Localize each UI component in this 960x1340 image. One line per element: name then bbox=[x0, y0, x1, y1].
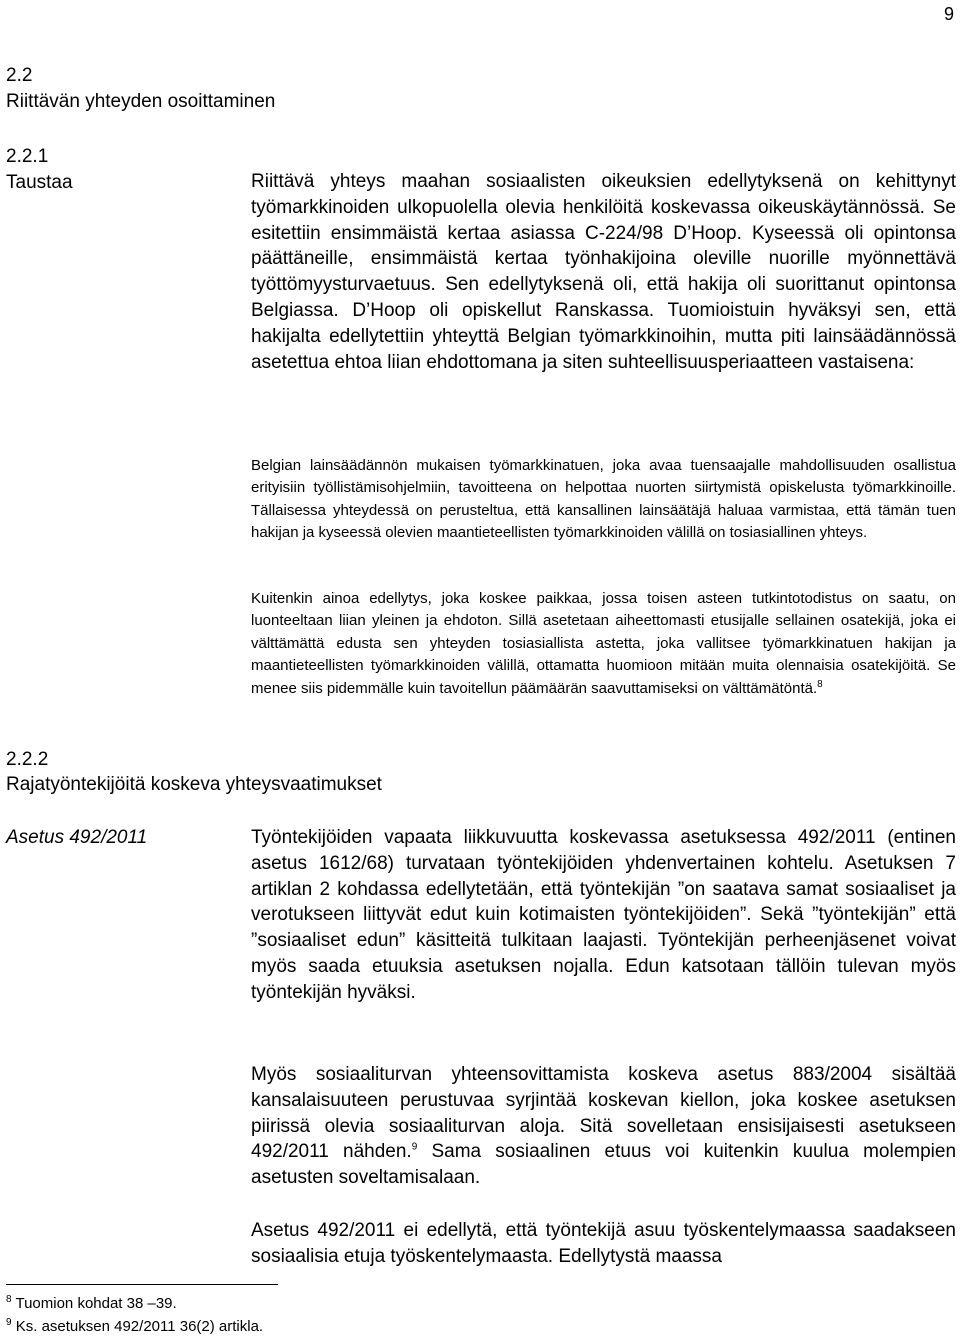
footnote-8-number: 8 bbox=[6, 1294, 12, 1305]
asetus-paragraph-3-text: Asetus 492/2011 ei edellytä, että työntekijä asuu työskentelymaassa saadakseen sosiaalisia etuja työskentelymaasta. Edellytystä maassa bbox=[251, 1220, 956, 1267]
taustaa-paragraph bbox=[251, 169, 956, 375]
asetus-paragraph-2b-text: Sama sosiaalinen etuus voi kuitenkin kuulua molempien asetusten soveltamisalaan. bbox=[251, 1141, 957, 1189]
asetus-paragraph-3 bbox=[251, 1218, 956, 1270]
section-2-2-2-title: Rajatyöntekijöitä koskeva yhteysvaatimukset bbox=[6, 774, 382, 795]
side-label-taustaa: Taustaa bbox=[6, 172, 73, 193]
footnote-separator bbox=[6, 1284, 278, 1285]
page-number: 9 bbox=[943, 4, 954, 24]
footnote-9 bbox=[6, 1318, 263, 1336]
side-label-asetus: Asetus 492/2011 bbox=[6, 827, 148, 848]
section-2-2-1-number: 2.2.1 bbox=[6, 146, 49, 167]
footnote-8-text: Tuomion kohdat 38 –39. bbox=[15, 1295, 177, 1312]
asetus-paragraph-2a-text: Myös sosiaaliturvan yhteensovittamista koskeva asetus 883/2004 sisältää kansalaisuuteen perustuvaa syrjintää koskevan kiellon, joka koskee asetuksen piirissä olevia sosiaaliturvan aloja. Sitä sovelletaan ensisijaisesti asetukseen 492/2011 nähden. bbox=[251, 1064, 956, 1163]
footnote-ref-8[interactable]: 8 bbox=[817, 678, 823, 690]
footnote-9-number: 9 bbox=[6, 1317, 12, 1328]
section-2-2-title: Riittävän yhteyden osoittaminen bbox=[6, 91, 276, 112]
asetus-paragraph-2 bbox=[251, 1062, 956, 1191]
taustaa-paragraph-text: Riittävä yhteys maahan sosiaalisten oikeuksien edellytyksenä on kehittynyt työmarkkinoiden ulkopuolella olevia henkilöitä koskevassa oikeuskäytännössä. Se esitettiin ensimmäistä kertaa asiassa C-224/98 D’Hoop. Kyseessä oli opintonsa päättäneille, ensimmäistä kertaa työnhakijoina oleville nuorille myönnettävä työttömyysturvaetuus. Sen edellytyksenä oli, että hakija oli suorittanut opintonsa Belgiassa. D’Hoop oli opiskellut Ranskassa. Tuomioistuin hyväksyi sen, että hakijalta edellytettiin yhteyttä Belgian työmarkkinoihin, mutta piti lainsäädännössä asetettua ehtoa liian ehdottomana ja siten suhteellisuusperiaatteen vastaisena: bbox=[251, 171, 956, 373]
court-quote-2-text: Kuitenkin ainoa edellytys, joka koskee paikkaa, jossa toisen asteen tutkintotodistus on saatu, on luonteeltaan liian yleinen ja ehdoton. Sillä asetetaan aiheettomasti etusijalle sellainen osatekijä, joka ei välttämättä edusta sen yhteyden tosiasiallista astetta, joka vallitsee työmarkkinatuen hakijan ja maantieteellisten työmarkkinoiden välillä, ottamatta huomioon mitään muita olennaisia osatekijöitä. Se menee siis pidemmälle kuin tavoitellun päämäärän saavuttamiseksi on välttämätöntä. bbox=[251, 590, 956, 697]
footnote-8 bbox=[6, 1295, 177, 1313]
court-quote-1-text: Belgian lainsäädännön mukaisen työmarkkinatuen, joka avaa tuensaajalle mahdollisuuden osallistua erityisiin työllistämisohjelmiin, tavoitteena on helpottaa nuorten siirtymistä opiskelusta työmarkkinoille. Tällaisessa yhteydessä on perusteltua, että kansallinen lainsäätäjä haluaa varmistaa, että tämän tuen hakijan ja kyseessä olevien maantieteellisten työmarkkinoiden välillä on tosiasiallinen yhteys. bbox=[251, 457, 956, 542]
court-quote-1 bbox=[251, 455, 956, 545]
section-2-2-number: 2.2 bbox=[6, 65, 33, 86]
section-2-2-2-number: 2.2.2 bbox=[6, 749, 49, 770]
asetus-paragraph-1-text: Työntekijöiden vapaata liikkuvuutta koskevassa asetuksessa 492/2011 (entinen asetus 1612/68) turvataan työntekijöiden yhdenvertainen kohtelu. Asetuksen 7 artiklan 2 kohdassa edellytetään, että työntekijän ”on saatava samat sosiaaliset ja verotukseen liittyvät edut kuin kotimaisten työntekijöiden”. Sekä ”työntekijän” että ”sosiaaliset edun” käsitteitä tulkitaan laajasti. Työntekijän perheenjäsenet voivat myös saada etuuksia asetuksen nojalla. Edun katsotaan tällöin tulevan myös työntekijän hyväksi. bbox=[251, 827, 956, 1003]
court-quote-2 bbox=[251, 588, 956, 700]
footnote-ref-9[interactable]: 9 bbox=[411, 1142, 418, 1154]
asetus-paragraph-1 bbox=[251, 825, 956, 1006]
footnote-9-text: Ks. asetuksen 492/2011 36(2) artikla. bbox=[15, 1318, 264, 1335]
